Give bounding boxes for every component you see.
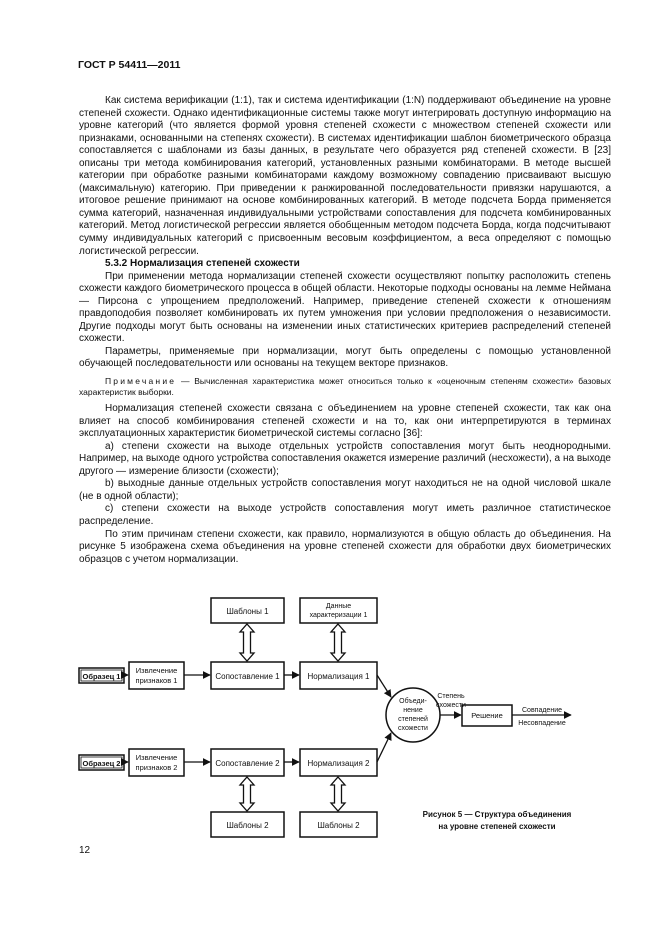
char-data-1-box (300, 598, 377, 623)
section-heading: 5.3.2 Нормализация степеней схожести (105, 258, 300, 270)
extract-1-label-line2: признаков 1 (135, 676, 178, 685)
page-number: 12 (79, 845, 91, 856)
extract-1-label-line1: Извлечение (135, 666, 178, 675)
list-item-a: а) степени схожести на выходе отдельных устройств сопоставления могут быть неоднородными. Например, на выходе одного устройства сопоставления окажется измерение различий (несхожести), а на выходе другого — измерение близости (схожести); (79, 440, 611, 477)
char-data-1-label-line1: Данные (325, 603, 352, 610)
normalize-1-label: Нормализация 1 (307, 672, 370, 681)
templates-1-label: Шаблоны 1 (226, 607, 269, 616)
compare-2-label: Сопоставление 2 (215, 759, 280, 768)
compare-1-label: Сопоставление 1 (215, 672, 280, 681)
normalize-2-label: Нормализация 2 (307, 759, 370, 768)
nonmatch-label: Несовпадение (518, 720, 566, 727)
sample-2-label: Образец 2 (82, 759, 121, 768)
note-label: Примечание (105, 376, 177, 387)
figure-caption-line2: на уровне степеней схожести (438, 822, 556, 831)
note-text: — Вычисленная характеристика может относиться только к «оценочным степеням схожести» базовых характеристик выборки. (79, 376, 611, 398)
fusion-circle (386, 688, 440, 742)
match-label: Совпадение (522, 707, 562, 714)
paragraph-relation: Нормализация степеней схожести связана с объединением на уровне степеней схожести, так как она влияет на способ комбинирования степеней схожести и на то, как они интерпретируются в терминах эксплуатационных характеристик биометрической системы согласно [36]: (79, 403, 611, 440)
extract-2-label-line1: Извлечение (135, 753, 178, 762)
figure-caption-line1: Рисунок 5 — Структура объединения (422, 810, 572, 819)
paragraph-figure-intro: По этим причинам степени схожести, как правило, нормализуются в общую область до объединения. На рисунке 5 изображена схема объединения на уровне степеней схожести для обработки двух биометрических образцов с учетом нормализации. (79, 528, 611, 565)
extract-2-label-line2: признаков 2 (135, 763, 178, 772)
templates-2b-label: Шаблоны 2 (317, 821, 360, 830)
decision-label: Решение (471, 711, 503, 720)
fusion-label-line3: степеней (398, 716, 428, 723)
templates-2a-label: Шаблоны 2 (226, 821, 269, 830)
fusion-label-line4: схожести (398, 725, 428, 732)
document-header: ГОСТ Р 54411—2011 (78, 59, 181, 71)
paragraph-fusion-methods: Как система верификации (1:1), так и система идентификации (1:N) поддерживают объединение на уровне степеней схожести. Однако идентификационные системы также могут интегрировать доступную информацию на уровне категорий (что является формой уровня степеней схожести с множеством степеней схожести или признаками, основанными на степенях схожести). В системах идентификации шаблон биометрического образца сопоставляется с шаблонами из базы данных, в результате чего образуется ряд степеней схожести. В [23] описаны три метода комбинирования категорий, установленных разными комбинаторами. В методе высшей категории при обработке разными комбинаторами каждому возможному совпадению присваивают высшую (максимальную) категорию. При приведении к ранжированной последовательности привязки нарушаются, а итоговое решение принимают на основе комбинированных категорий. В методе подсчета Борда применяется сумма категорий, назначенная индивидуальными устройствами сопоставления для подсчета комбинированных категорий. Метод логистической регрессии является обобщенным методом подсчета Борда, когда подсчитывают сумму индивидуальных категорий с присвоенным весовым коэффициентом, а веса определяют с помощью логистической регрессии. (79, 95, 611, 257)
paragraph-parameters: Параметры, применяемые при нормализации, могут быть определены с помощью установленной обучающей последовательности или основаны на текущем векторе признаков. (79, 345, 611, 370)
list-item-c: с) степени схожести на выходе устройств сопоставления могут иметь различное статистическое распределение. (79, 503, 611, 527)
fusion-label-line2: нение (403, 707, 423, 714)
score-label-line2: схожести (436, 702, 466, 709)
list-item-b: b) выходные данные отдельных устройств сопоставления могут находиться не на одной числовой шкале (не в одной области); (79, 478, 611, 502)
sample-1-label: Образец 1 (82, 672, 121, 681)
score-label-line1: Степень (437, 693, 465, 700)
fusion-label-line1: Объеди- (399, 698, 427, 705)
char-data-1-label-line2: характеризации 1 (309, 612, 368, 619)
paragraph-normalization: При применении метода нормализации степеней схожести осуществляют попытку расположить степень схожести каждого биометрического процесса в общей области. Некоторые подходы основаны на лемме Неймана — Пирсона с упрощением предположений. Например, приведение степеней схожести к отношениям правдоподобия позволяет комбинировать их путем умножения при условии предположения о независимости. Другие подходы могут быть основаны на изменении иных статистических критериев распределений степеней схожести. (79, 270, 611, 345)
